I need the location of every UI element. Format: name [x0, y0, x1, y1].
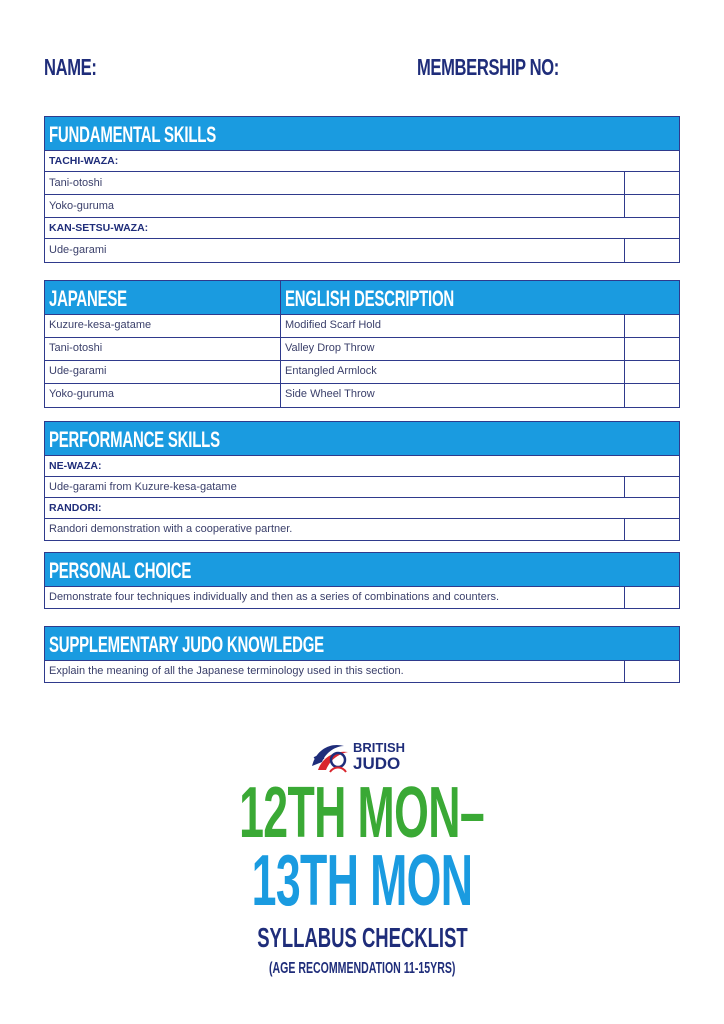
subheading-kan-setsu-waza: KAN-SETSU-WAZA: — [49, 222, 149, 234]
grade-line2-text: 13TH MON — [251, 841, 473, 921]
logo-line-judo: JUDO — [353, 754, 401, 773]
membership-label: MEMBERSHIP NO: — [417, 54, 559, 80]
tick-box[interactable] — [624, 587, 679, 608]
tick-box[interactable] — [624, 477, 679, 497]
col-japanese-title: JAPANESE — [49, 286, 127, 311]
terminology-section — [44, 280, 680, 408]
japanese-cell: Kuzure-kesa-gatame — [45, 315, 281, 337]
section-title: PERFORMANCE SKILLS — [49, 427, 220, 452]
item-label: Ude-garami from Kuzure-kesa-gatame — [49, 481, 237, 493]
section-title: SUPPLEMENTARY JUDO KNOWLEDGE — [49, 632, 324, 657]
checklist-row — [45, 239, 679, 262]
logo-line-british: BRITISH — [353, 740, 405, 755]
table-row — [45, 338, 679, 361]
syllabus-text: SYLLABUS CHECKLIST — [256, 922, 468, 953]
subheading-row — [45, 456, 679, 477]
item-label: Explain the meaning of all the Japanese terminology used in this section. — [49, 665, 404, 677]
english-cell: Valley Drop Throw — [285, 342, 375, 354]
checklist-row — [45, 661, 679, 682]
terminology-header — [45, 281, 679, 315]
tick-box[interactable] — [624, 315, 679, 337]
tick-box[interactable] — [624, 384, 679, 407]
personal-choice-section — [44, 552, 680, 609]
subheading-randori: RANDORI: — [49, 502, 102, 514]
english-cell: Side Wheel Throw — [285, 388, 375, 400]
checklist-row — [45, 195, 679, 218]
table-row — [45, 384, 679, 407]
personal-choice-header — [45, 553, 679, 587]
syllabus-checklist-title — [0, 922, 724, 954]
tick-box[interactable] — [624, 661, 679, 682]
tick-box[interactable] — [624, 239, 679, 262]
grade-line1-text: 12TH MON– — [239, 773, 485, 853]
age-recommendation — [0, 960, 724, 978]
tick-box[interactable] — [624, 519, 679, 540]
subheading-ne-waza: NE-WAZA: — [49, 460, 102, 472]
english-cell: Entangled Armlock — [285, 365, 377, 377]
checklist-row — [45, 172, 679, 195]
section-title: PERSONAL CHOICE — [49, 558, 192, 583]
grade-title-line2 — [0, 840, 724, 922]
subheading-row — [45, 151, 679, 172]
table-row — [45, 315, 679, 338]
japanese-cell: Ude-garami — [45, 361, 281, 383]
age-text: (AGE RECOMMENDATION 11-15YRS) — [268, 960, 456, 977]
item-label: Yoko-guruma — [49, 200, 115, 212]
performance-skills-section — [44, 421, 680, 541]
checklist-row — [45, 477, 679, 498]
performance-skills-header — [45, 422, 679, 456]
checklist-row — [45, 587, 679, 608]
tick-box[interactable] — [624, 338, 679, 360]
item-label: Randori demonstration with a cooperative partner. — [49, 523, 293, 535]
section-title: FUNDAMENTAL SKILLS — [49, 122, 216, 147]
item-label: Tani-otoshi — [49, 177, 103, 189]
tick-box[interactable] — [624, 195, 679, 217]
subheading-row — [45, 498, 679, 519]
subheading-row — [45, 218, 679, 239]
name-label: NAME: — [44, 54, 97, 80]
item-label: Demonstrate four techniques individually and then as a series of combinations and counters. — [49, 591, 500, 603]
tick-box[interactable] — [624, 172, 679, 194]
japanese-cell: Tani-otoshi — [45, 338, 281, 360]
japanese-cell: Yoko-guruma — [45, 384, 281, 407]
fundamental-skills-header — [45, 117, 679, 151]
table-row — [45, 361, 679, 384]
tick-box[interactable] — [624, 361, 679, 383]
item-label: Ude-garami — [49, 244, 107, 256]
english-cell: Modified Scarf Hold — [285, 319, 381, 331]
col-english-title: ENGLISH DESCRIPTION — [285, 286, 455, 311]
checklist-row — [45, 519, 679, 540]
supplementary-section — [44, 626, 680, 683]
subheading-tachi-waza: TACHI-WAZA: — [49, 155, 119, 167]
supplementary-header — [45, 627, 679, 661]
fundamental-skills-section — [44, 116, 680, 263]
